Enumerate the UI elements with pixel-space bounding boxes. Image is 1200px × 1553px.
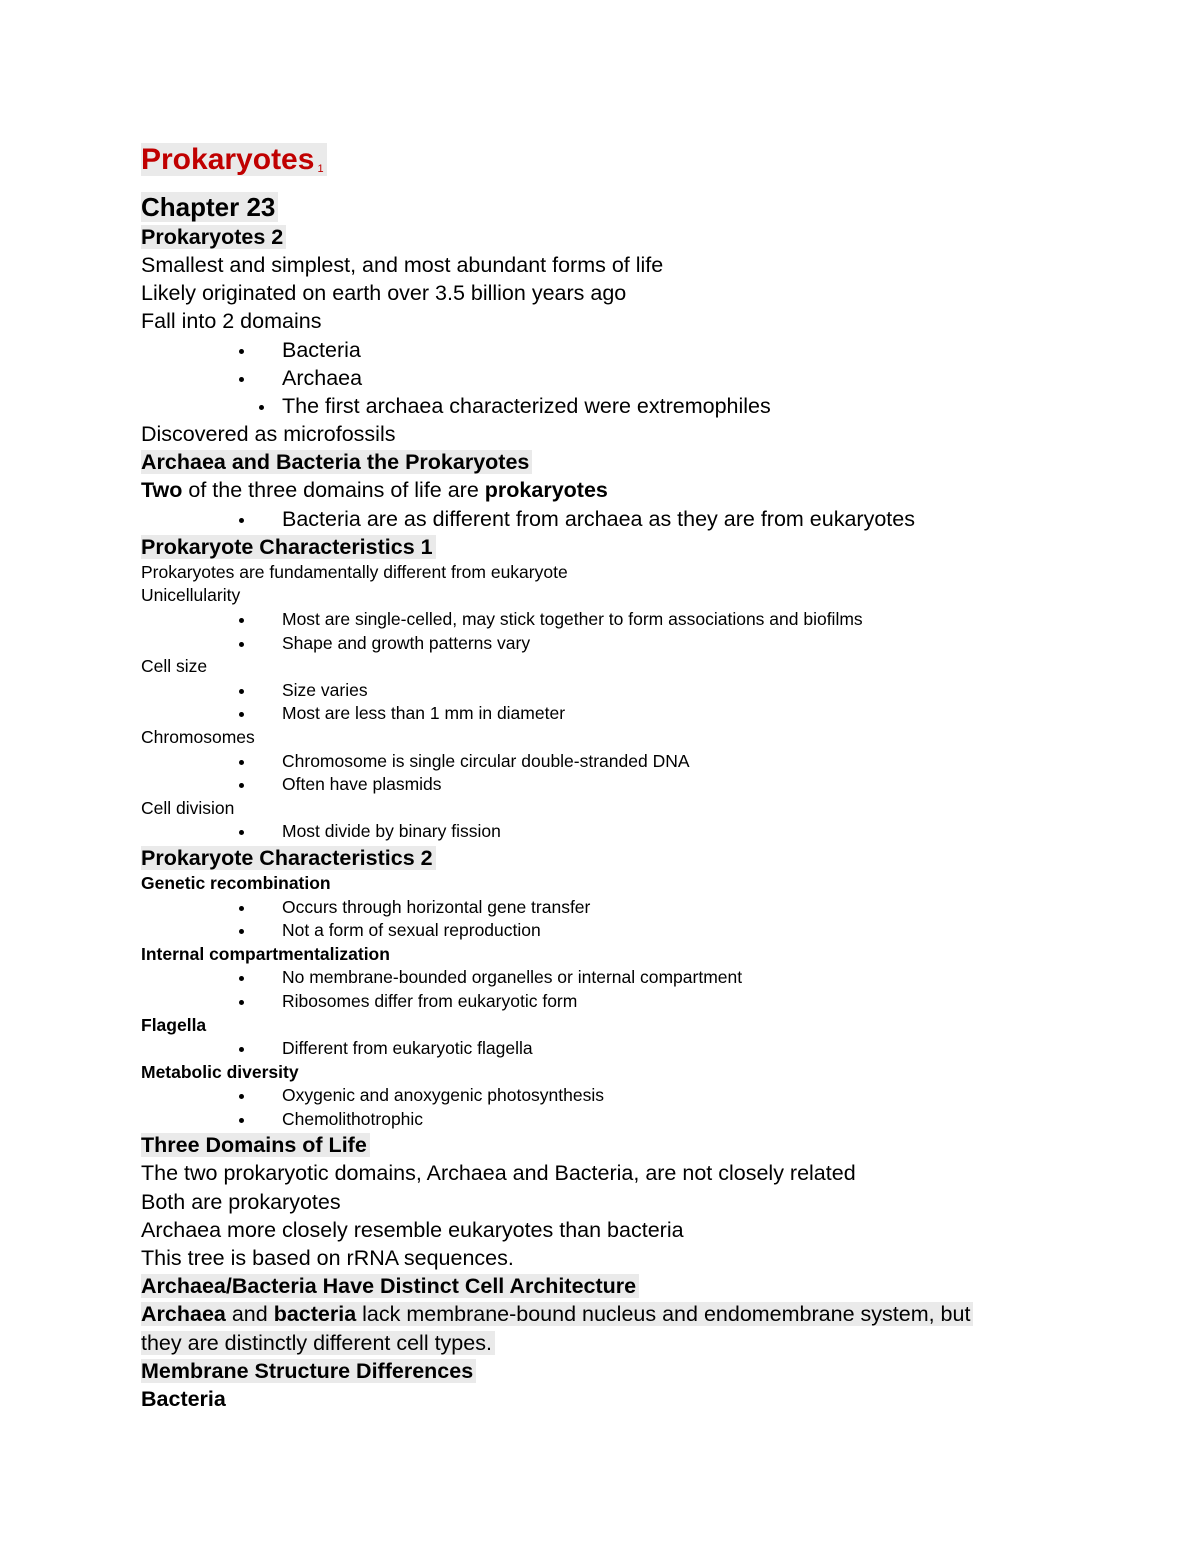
paragraph: Archaea more closely resemble eukaryotes than bacteria xyxy=(141,1217,684,1242)
bullet-item: No membrane-bounded organelles or internal compartment xyxy=(141,966,1101,990)
document-title: Prokaryotes $^1$ xyxy=(141,138,1101,191)
bullet-item: Oxygenic and anoxygenic photosynthesis xyxy=(141,1084,1101,1108)
bullet-item: Shape and growth patterns vary xyxy=(141,632,1101,656)
group-label: Unicellularity xyxy=(141,585,241,606)
paragraph: Prokaryotes are fundamentally different from eukaryote xyxy=(141,561,568,582)
title-footnote: 1 xyxy=(317,163,324,175)
paragraph: Discovered as microfossils xyxy=(141,422,396,447)
bullet-item: Most divide by binary fission xyxy=(141,820,1101,844)
bullet-item: Bacteria are as different from archaea as they are from eukaryotes xyxy=(141,505,1101,533)
group-label: Internal compartmentalization xyxy=(141,943,390,964)
paragraph: Two of the three domains of life are prokaryotes xyxy=(141,478,608,503)
paragraph: Smallest and simplest, and most abundant forms of life xyxy=(141,253,664,277)
paragraph: Both are prokaryotes xyxy=(141,1189,341,1214)
document-page xyxy=(141,138,1101,1413)
bullet-item: Chemolithotrophic xyxy=(141,1108,1101,1132)
group-label: Flagella xyxy=(141,1014,207,1035)
section-heading-archaea-bacteria: Archaea and Bacteria the Prokaryotes xyxy=(141,448,1101,476)
section-heading-prokaryotes-2: Prokaryotes 2 xyxy=(141,223,1101,251)
group-label: Cell division xyxy=(141,797,235,818)
bullet-item: Size varies xyxy=(141,679,1101,703)
sub-bullet-item: The first archaea characterized were extremophiles xyxy=(141,392,1101,420)
bullet-item: Often have plasmids xyxy=(141,773,1101,797)
subheading-bacteria: Bacteria xyxy=(141,1386,226,1411)
section-heading-membrane-structure: Membrane Structure Differences xyxy=(141,1357,1101,1385)
paragraph: Archaea and bacteria lack membrane-bound nucleus and endomembrane system, but xyxy=(141,1300,1101,1328)
paragraph: Fall into 2 domains xyxy=(141,309,322,334)
group-label: Cell size xyxy=(141,656,208,677)
paragraph: they are distinctly different cell types. xyxy=(141,1329,1101,1357)
paragraph: The two prokaryotic domains, Archaea and Bacteria, are not closely related xyxy=(141,1161,856,1186)
bullet-item: Most are less than 1 mm in diameter xyxy=(141,702,1101,726)
bullet-item: Archaea xyxy=(141,364,1101,392)
section-heading-three-domains: Three Domains of Life xyxy=(141,1131,1101,1159)
bullet-item: Ribosomes differ from eukaryotic form xyxy=(141,990,1101,1014)
section-heading-characteristics-2: Prokaryote Characteristics 2 xyxy=(141,844,1101,872)
bullet-item: Bacteria xyxy=(141,336,1101,364)
bullet-item: Not a form of sexual reproduction xyxy=(141,919,1101,943)
bullet-item: Chromosome is single circular double-stranded DNA xyxy=(141,750,1101,774)
group-label: Genetic recombination xyxy=(141,872,331,893)
paragraph: Likely originated on earth over 3.5 billion years ago xyxy=(141,281,627,306)
section-heading-cell-architecture: Archaea/Bacteria Have Distinct Cell Architecture xyxy=(141,1272,1101,1300)
chapter-heading: Chapter 23 xyxy=(141,191,1101,223)
section-heading-characteristics-1: Prokaryote Characteristics 1 xyxy=(141,533,1101,561)
paragraph: This tree is based on rRNA sequences. xyxy=(141,1246,514,1271)
bullet-item: Occurs through horizontal gene transfer xyxy=(141,896,1101,920)
group-label: Metabolic diversity xyxy=(141,1061,299,1082)
bullet-item: Most are single-celled, may stick together to form associations and biofilms xyxy=(141,608,1101,632)
group-label: Chromosomes xyxy=(141,726,255,747)
bullet-item: Different from eukaryotic flagella xyxy=(141,1037,1101,1061)
